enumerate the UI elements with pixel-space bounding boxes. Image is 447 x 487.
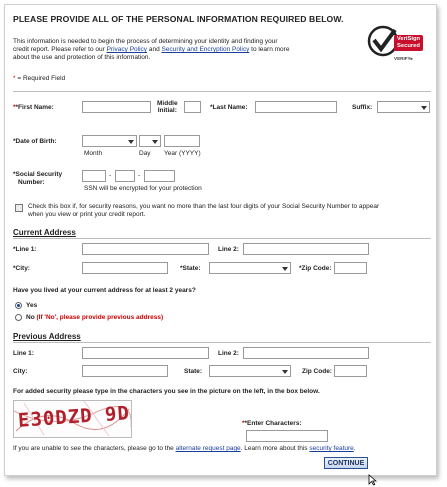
verisign-text (395, 36, 422, 50)
intro-line-2-post: to learn more (251, 46, 290, 53)
captcha-field[interactable] (246, 430, 328, 442)
ssn-dash-1: - (109, 172, 112, 179)
captcha-footer-pre: If you are unable to see the characters, please go to the (13, 445, 174, 452)
enter-characters-label-text: *Enter Characters: (244, 420, 302, 427)
two-years-question: Have you lived at your current address for at least 2 years? (13, 287, 196, 294)
current-line2-field[interactable] (243, 243, 369, 255)
dob-day-select[interactable] (139, 135, 161, 147)
previous-zip-label: Zip Code: (302, 368, 332, 375)
ssn-check-text-2: when you view or print your credit report. (28, 211, 146, 218)
two-years-no-radio[interactable] (15, 314, 22, 321)
current-city-field[interactable] (82, 262, 168, 274)
captcha-image (13, 400, 132, 438)
middle-initial-label-2: Initial: (157, 107, 177, 114)
last-name-label: *Last Name: (210, 104, 248, 111)
first-name-label: **First Name: (13, 104, 54, 111)
divider (13, 238, 431, 239)
first-name-label-text: *First Name: (15, 104, 54, 111)
privacy-policy-link[interactable]: Privacy Policy (106, 46, 148, 53)
two-years-yes-label: Yes (26, 302, 38, 309)
captcha-text: E30DZD 9D (17, 402, 131, 432)
verisign-line-1: VeriSign (396, 36, 421, 42)
form-window (4, 4, 437, 476)
intro-line-2-pre: credit report. Please refer to our (13, 46, 105, 53)
last-name-field[interactable] (255, 101, 337, 113)
previous-line1-label: Line 1: (13, 350, 34, 357)
ssn-part-2-field[interactable] (115, 170, 135, 182)
enter-characters-label: **Enter Characters: (242, 420, 302, 427)
required-note-text: = Required Field (17, 75, 66, 82)
required-star: * (13, 75, 16, 82)
suffix-select[interactable] (377, 101, 430, 113)
intro-and: and (148, 46, 160, 53)
current-state-label: *State: (180, 265, 201, 272)
ssn-check-text-1: Check this box if, for security reasons, you want no more than the last four digits of your Social Security Number to appear (28, 203, 380, 210)
verisign-line-2: Secured (397, 43, 420, 49)
current-state-select[interactable] (209, 262, 291, 274)
ssn-last-four-checkbox[interactable] (15, 204, 23, 212)
middle-initial-label (157, 100, 178, 114)
mouse-cursor-icon (368, 474, 377, 486)
security-feature-link[interactable]: security feature (309, 445, 354, 452)
middle-initial-label-1: Middle (157, 100, 178, 107)
dob-year-caption: Year (YYYY) (164, 150, 201, 157)
chevron-down-icon (282, 267, 288, 271)
no-note-text: (If 'No', please provide previous address) (36, 314, 164, 321)
divider (13, 91, 431, 92)
ssn-note: SSN will be encrypted for your protection (84, 185, 202, 192)
dob-day-caption: Day (139, 150, 151, 157)
current-zip-label: *Zip Code: (299, 265, 332, 272)
current-line1-field[interactable] (82, 243, 209, 255)
ssn-part-1-field[interactable] (82, 170, 106, 182)
ssn-label (13, 171, 62, 186)
previous-line2-label: Line 2: (218, 350, 239, 357)
ssn-check-text (28, 203, 433, 219)
chevron-down-icon (128, 140, 134, 144)
alternate-request-link[interactable]: alternate request page (175, 445, 241, 452)
intro-line-3: about the use and protection of this information. (13, 54, 151, 61)
divider (13, 342, 431, 343)
required-note (13, 75, 65, 83)
current-line2-label: Line 2: (218, 246, 239, 253)
previous-city-field[interactable] (82, 365, 168, 377)
captcha-footer (13, 445, 356, 453)
current-address-heading: Current Address (13, 228, 76, 237)
intro-text (13, 38, 363, 62)
previous-state-label: State: (184, 368, 203, 375)
previous-address-heading: Previous Address (13, 332, 81, 341)
two-years-yes-radio[interactable] (15, 302, 22, 309)
previous-line1-field[interactable] (82, 347, 209, 359)
suffix-label: Suffix: (352, 104, 373, 111)
ssn-label-2: Number: (18, 178, 45, 186)
intro-line-1: This information is needed to begin the process of determining your identity and finding your (13, 38, 278, 45)
captcha-footer-post: . (353, 445, 356, 452)
captcha-instruction: For added security please type in the characters you see in the picture on the left, in the box below. (13, 388, 320, 395)
ssn-part-3-field[interactable] (144, 170, 175, 182)
ssn-label-1: *Social Security (13, 171, 63, 178)
previous-city-label: City: (13, 368, 28, 375)
verisign-verify: VERIFY▸ (394, 56, 413, 61)
previous-zip-field[interactable] (334, 365, 367, 377)
chevron-down-icon (282, 370, 288, 374)
page-title: PLEASE PROVIDE ALL OF THE PERSONAL INFORMATION REQUIRED BELOW. (13, 14, 344, 24)
two-years-no-label (26, 314, 163, 322)
first-name-field[interactable] (82, 101, 151, 113)
ssn-dash-2: - (138, 172, 141, 179)
captcha-footer-mid: . Learn more about this (240, 445, 308, 452)
dob-month-select[interactable] (82, 135, 137, 147)
security-policy-link[interactable]: Security and Encryption Policy (161, 46, 250, 53)
dob-label: *Date of Birth: (13, 138, 57, 145)
continue-button[interactable]: CONTINUE (324, 457, 368, 469)
current-zip-field[interactable] (334, 262, 367, 274)
current-city-label: *City: (13, 265, 30, 272)
verisign-seal[interactable] (364, 24, 424, 72)
current-line1-label: *Line 1: (13, 246, 37, 253)
previous-state-select[interactable] (209, 365, 291, 377)
dob-year-field[interactable] (164, 135, 200, 147)
middle-initial-field[interactable] (184, 101, 201, 113)
chevron-down-icon (421, 106, 427, 110)
intro-line-2 (13, 46, 363, 54)
chevron-down-icon (152, 140, 158, 144)
dob-month-caption: Month (84, 150, 103, 157)
previous-line2-field[interactable] (243, 347, 369, 359)
no-label-text: No (26, 314, 35, 321)
